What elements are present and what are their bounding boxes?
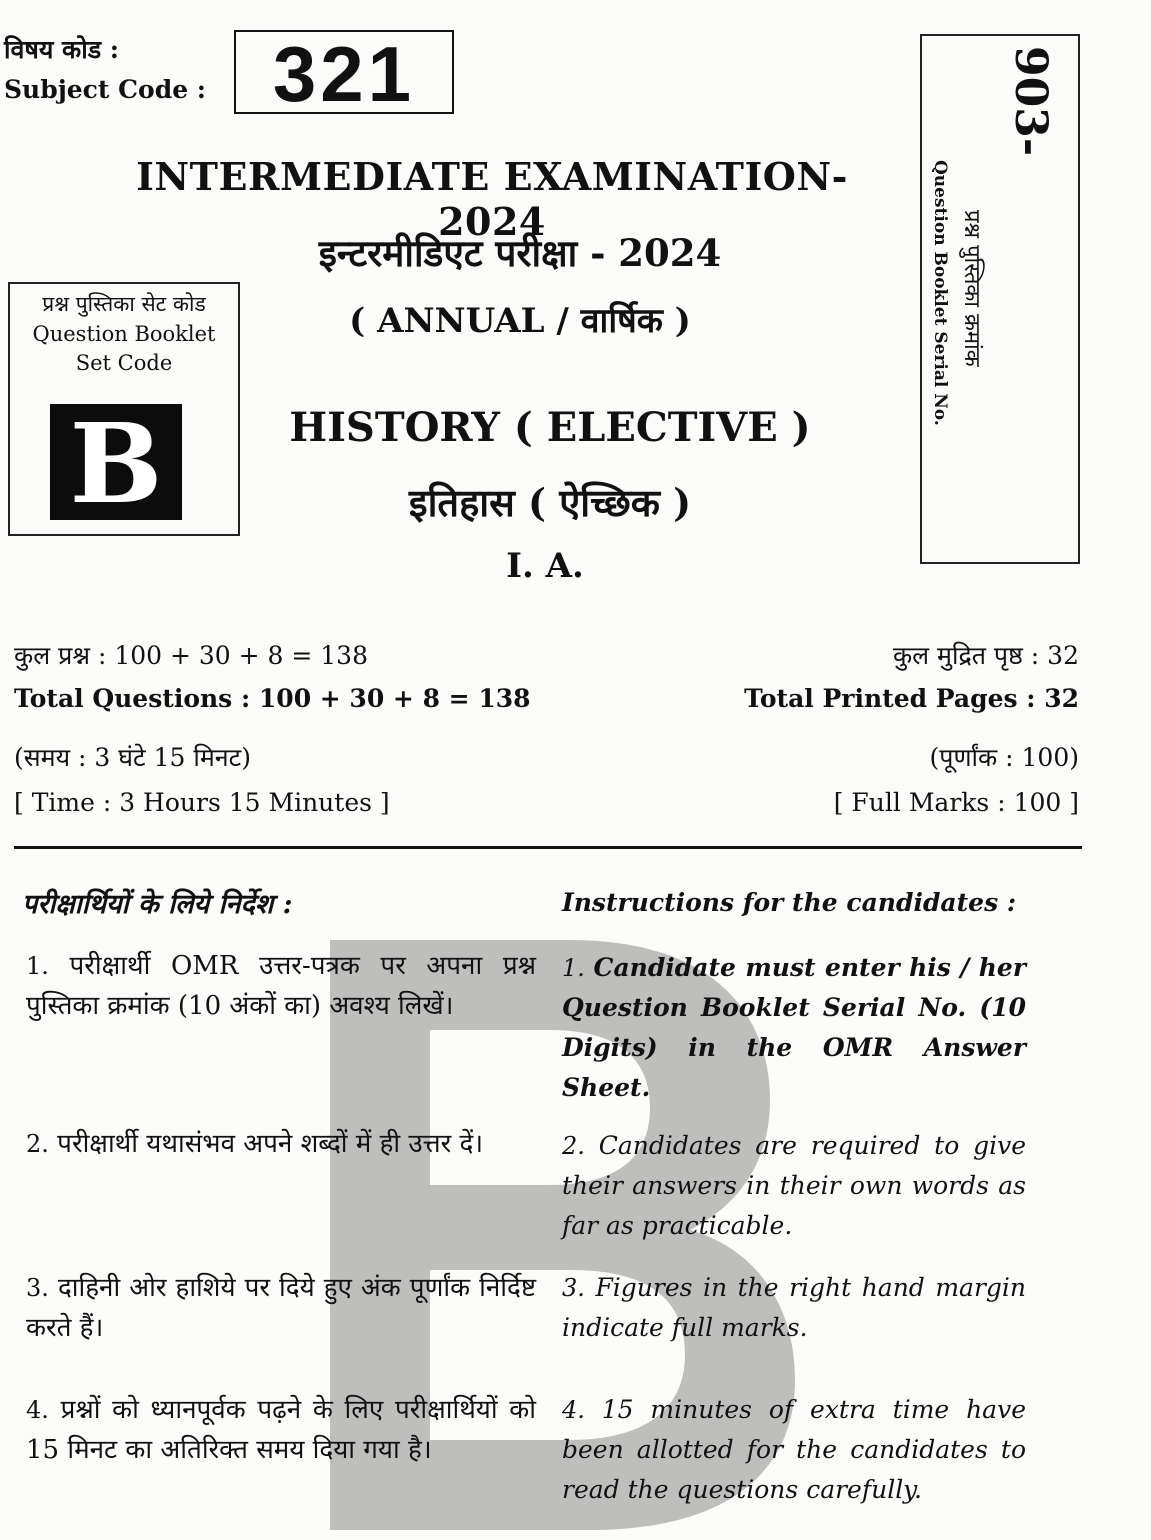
serial-label-en-text: Question Booklet Serial No. [930,160,950,426]
set-code-letter: B [50,404,182,520]
set-code-label-en [8,320,240,378]
instruction-hi-2-text: परीक्षार्थी यथासंभव अपने शब्दों में ही उत्तर दें। [57,1129,484,1159]
serial-label-hi-text: प्रश्न पुस्तिका क्रमांक [959,210,984,367]
set-code-label-line2: Set Code [75,351,173,375]
subject-code-label-hi: विषय कोड : [4,35,120,64]
serial-number-text: 903- [1005,46,1056,157]
serial-number [998,46,1058,176]
instruction-hi-3 [26,1268,536,1348]
exam-title-en: INTERMEDIATE EXAMINATION-2024 [136,154,848,244]
instruction-hi-1 [26,946,536,1026]
instructions-heading-en: Instructions for the candidates : [562,888,1017,917]
instruction-en-4-num: 4. [562,1396,585,1424]
instruction-en-3-num: 3. [562,1274,585,1302]
instruction-en-2-text: Candidates are required to give their answers in their own words as far as practicable. [562,1131,1026,1240]
instruction-hi-4 [26,1390,536,1470]
instruction-hi-3-num: 3. [26,1274,49,1302]
instructions-heading-hi: परीक्षार्थियों के लिये निर्देश : [22,889,293,920]
total-questions-hi: कुल प्रश्न : 100 + 30 + 8 = 138 [14,641,368,670]
subject-code-box: 321 [234,30,454,114]
instruction-en-2-num: 2. [562,1132,585,1160]
instruction-hi-4-num: 4. [26,1396,49,1424]
subject-title-hi: इतिहास ( ऐच्छिक ) [408,480,692,525]
set-code-label-line1: Question Booklet [32,322,216,346]
instruction-en-4 [562,1390,1026,1510]
total-pages-hi: कुल मुद्रित पृष्ठ : 32 [892,641,1079,670]
instruction-en-1-text: Candidate must enter his / her Question Booklet Serial No. (10 Digits) in the OMR Answer Sheet. [562,953,1026,1102]
marks-en: [ Full Marks : 100 ] [833,788,1079,817]
total-pages-en: Total Printed Pages : 32 [744,684,1079,713]
divider-rule [14,846,1082,849]
instruction-hi-1-text: परीक्षार्थी OMR उत्तर-पत्रक पर अपना प्रश्न पुस्तिका क्रमांक (10 अंकों का) अवश्य लिखें। [26,951,537,1021]
subject-code-label-en: Subject Code : [4,75,207,104]
instruction-hi-4-text: प्रश्नों को ध्यानपूर्वक पढ़ने के लिए परीक्षार्थियों को 15 मिनट का अतिरिक्त समय दिया गया है। [26,1395,536,1465]
total-questions-en: Total Questions : 100 + 30 + 8 = 138 [14,684,531,713]
marks-hi: (पूर्णांक : 100) [929,743,1079,772]
instruction-en-2 [562,1126,1026,1246]
subject-title-en: HISTORY ( ELECTIVE ) [289,404,811,451]
instruction-en-1 [562,948,1026,1108]
time-hi: (समय : 3 घंटे 15 मिनट) [14,743,252,772]
instruction-en-4-text: 15 minutes of extra time have been allotted for the candidates to read the questions carefully. [562,1395,1026,1504]
time-en: [ Time : 3 Hours 15 Minutes ] [14,788,390,817]
instruction-hi-3-text: दाहिनी ओर हाशिये पर दिये हुए अंक पूर्णांक निर्दिष्ट करते हैं। [26,1273,536,1343]
instruction-hi-2 [26,1124,536,1164]
exam-title-hi: इन्टरमीडिएट परीक्षा - 2024 [318,231,722,275]
stream-label: I. A. [506,546,584,586]
instruction-en-3-text: Figures in the right hand margin indicate full marks. [562,1273,1026,1342]
instruction-en-3 [562,1268,1026,1348]
set-code-label-hi: प्रश्न पुस्तिका सेट कोड [42,292,206,316]
instruction-hi-2-num: 2. [26,1130,49,1158]
exam-type: ( ANNUAL / वार्षिक ) [349,301,691,341]
instruction-en-1-num: 1. [562,954,585,982]
subject-code-label [4,30,206,110]
instruction-hi-1-num: 1. [26,952,49,980]
